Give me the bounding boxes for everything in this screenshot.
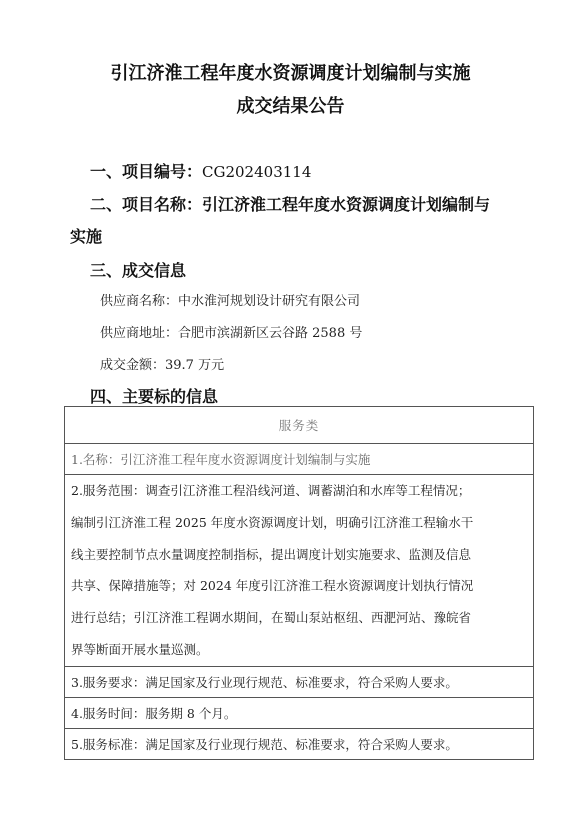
service-scope-line: 线主要控制节点水量调度控制指标，提出调度计划实施要求、监测及信息 xyxy=(71,546,472,562)
service-scope-line: 进行总结；引江济淮工程调水期间，在蜀山泵站枢纽、西淝河站、豫皖省 xyxy=(71,610,472,626)
section-project-name-line1: 二、项目名称：引江济淮工程年度水资源调度计划编制与 xyxy=(90,195,491,214)
document-title-line1: 引江济淮工程年度水资源调度计划编制与实施 xyxy=(110,63,471,84)
service-standard-row: 5.服务标准：满足国家及行业现行规范、标准要求，符合采购人要求。 xyxy=(65,728,534,759)
supplier-name: 供应商名称：中水淮河规划设计研究有限公司 xyxy=(100,294,361,309)
deal-amount: 成交金额：39.7 万元 xyxy=(100,358,225,373)
service-scope-line: 2.服务范围：调查引江济淮工程沿线河道、调蓄湖泊和水库等工程情况； xyxy=(71,483,471,498)
service-requirements-row: 3.服务要求：满足国家及行业现行规范、标准要求，符合采购人要求。 xyxy=(65,666,534,697)
service-scope-line: 共享、保障措施等；对 2024 年度引江济淮工程水资源调度计划执行情况 xyxy=(71,578,474,594)
service-time-row: 4.服务时间：服务期 8 个月。 xyxy=(65,697,534,728)
section-project-name-line2: 实施 xyxy=(70,227,103,246)
section-project-number xyxy=(90,159,311,182)
supplier-address: 供应商地址：合肥市滨湖新区云谷路 2588 号 xyxy=(100,326,363,341)
section-main-subject: 四、主要标的信息 xyxy=(90,387,219,406)
section-deal-info: 三、成交信息 xyxy=(90,261,187,280)
service-name-row: 1.名称：引江济淮工程年度水资源调度计划编制与实施 xyxy=(65,444,534,475)
service-scope-line: 编制引江济淮工程 2025 年度水资源调度计划，明确引江济淮工程输水干 xyxy=(71,514,474,530)
service-scope-line: 界等断面开展水量巡测。 xyxy=(71,641,209,657)
project-number-value: CG202403114 xyxy=(202,163,312,181)
document-title-line2: 成交结果公告 xyxy=(236,96,345,117)
service-scope-cell xyxy=(65,475,534,667)
service-table-header: 服务类 xyxy=(65,407,534,444)
service-table xyxy=(64,406,534,760)
project-number-label: 一、项目编号： xyxy=(90,162,203,181)
